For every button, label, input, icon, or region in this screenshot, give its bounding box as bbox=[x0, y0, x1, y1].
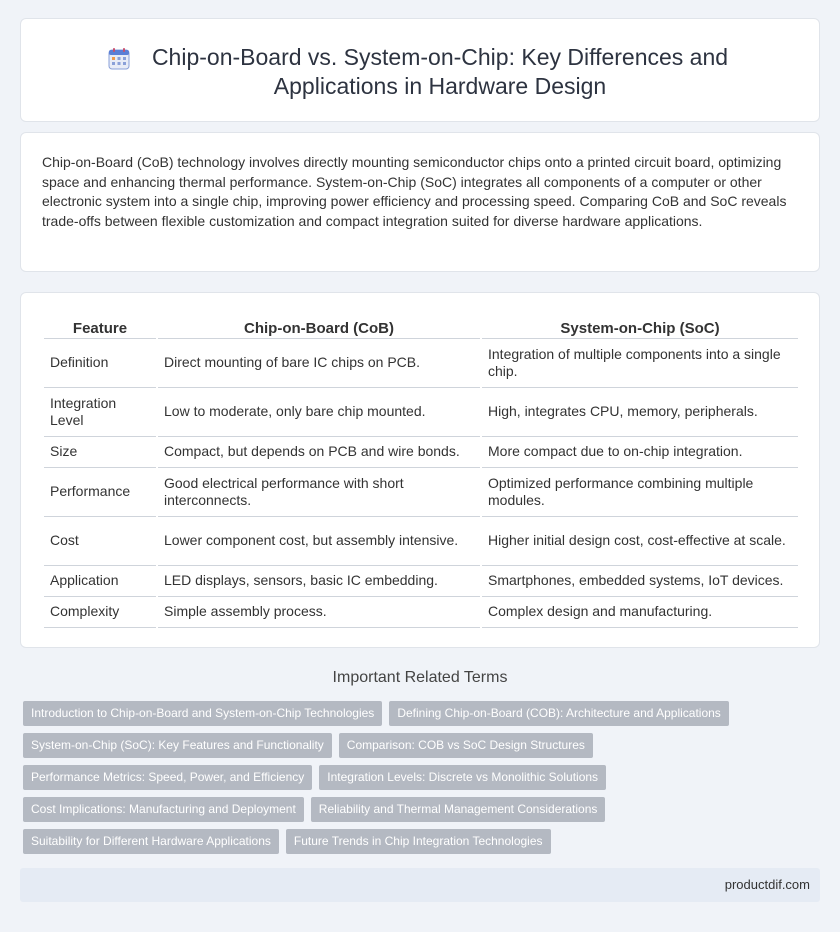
table-row bbox=[44, 437, 798, 468]
feature-cell: Complexity bbox=[44, 597, 156, 628]
footer-site-link[interactable]: productdif.com bbox=[724, 877, 810, 892]
feature-cell: Integration Level bbox=[44, 388, 156, 437]
intro-text: Chip-on-Board (CoB) technology involves directly mounting semiconductor chips onto a printed circuit board, optimizing space and enhancing thermal performance. System-on-Chip (SoC) integrates all components of a computer or other electronic system into a single chip, improving power efficiency and processing speed. Comparing CoB and SoC reveals trade-offs between flexible customization and compact integration suited for diverse hardware applications. bbox=[42, 154, 787, 229]
soc-cell: Integration of multiple components into a single chip. bbox=[482, 339, 798, 388]
related-term-link[interactable]: Comparison: COB vs SoC Design Structures bbox=[339, 733, 593, 758]
feature-cell: Definition bbox=[44, 339, 156, 388]
table-header-row bbox=[44, 313, 798, 339]
related-terms-title: Important Related Terms bbox=[332, 669, 508, 686]
related-terms-list bbox=[23, 701, 813, 861]
feature-cell: Performance bbox=[44, 468, 156, 517]
page-title: Chip-on-Board vs. System-on-Chip: Key Differences and Applications in Hardware Design bbox=[151, 44, 729, 99]
title-wrap bbox=[21, 43, 819, 101]
table-row bbox=[44, 339, 798, 388]
footer bbox=[20, 868, 820, 902]
related-term-link[interactable]: Suitability for Different Hardware Applications bbox=[23, 829, 279, 854]
comparison-table bbox=[42, 313, 800, 628]
cob-cell: Low to moderate, only bare chip mounted. bbox=[158, 388, 480, 437]
table-row bbox=[44, 566, 798, 597]
header-card bbox=[20, 18, 820, 122]
table-row bbox=[44, 468, 798, 517]
soc-cell: Higher initial design cost, cost-effective at scale. bbox=[482, 517, 798, 566]
related-term-link[interactable]: System-on-Chip (SoC): Key Features and Functionality bbox=[23, 733, 332, 758]
related-term-link[interactable]: Introduction to Chip-on-Board and System-on-Chip Technologies bbox=[23, 701, 382, 726]
related-term-link[interactable]: Performance Metrics: Speed, Power, and Efficiency bbox=[23, 765, 312, 790]
table-row bbox=[44, 517, 798, 566]
soc-cell: Optimized performance combining multiple modules. bbox=[482, 468, 798, 517]
soc-cell: High, integrates CPU, memory, peripherals. bbox=[482, 388, 798, 437]
related-term-link[interactable]: Reliability and Thermal Management Considerations bbox=[311, 797, 606, 822]
soc-cell: Smartphones, embedded systems, IoT devices. bbox=[482, 566, 798, 597]
cob-cell: Good electrical performance with short interconnects. bbox=[158, 468, 480, 517]
table-row bbox=[44, 388, 798, 437]
soc-cell: Complex design and manufacturing. bbox=[482, 597, 798, 628]
related-term-link[interactable]: Defining Chip-on-Board (COB): Architecture and Applications bbox=[389, 701, 729, 726]
related-term-link[interactable]: Cost Implications: Manufacturing and Deployment bbox=[23, 797, 304, 822]
cob-cell: LED displays, sensors, basic IC embedding. bbox=[158, 566, 480, 597]
comparison-card bbox=[20, 292, 820, 648]
feature-cell: Size bbox=[44, 437, 156, 468]
feature-cell: Application bbox=[44, 566, 156, 597]
cob-cell: Compact, but depends on PCB and wire bonds. bbox=[158, 437, 480, 468]
cob-cell: Direct mounting of bare IC chips on PCB. bbox=[158, 339, 480, 388]
cob-cell: Lower component cost, but assembly intensive. bbox=[158, 517, 480, 566]
related-term-link[interactable]: Future Trends in Chip Integration Technologies bbox=[286, 829, 551, 854]
calendar-icon bbox=[107, 47, 131, 71]
intro-card bbox=[20, 132, 820, 272]
related-term-link[interactable]: Integration Levels: Discrete vs Monolithic Solutions bbox=[319, 765, 606, 790]
feature-cell: Cost bbox=[44, 517, 156, 566]
table-row bbox=[44, 597, 798, 628]
header-cob: Chip-on-Board (CoB) bbox=[158, 313, 480, 339]
header-soc: System-on-Chip (SoC) bbox=[482, 313, 798, 339]
soc-cell: More compact due to on-chip integration. bbox=[482, 437, 798, 468]
header-feature: Feature bbox=[44, 313, 156, 339]
cob-cell: Simple assembly process. bbox=[158, 597, 480, 628]
